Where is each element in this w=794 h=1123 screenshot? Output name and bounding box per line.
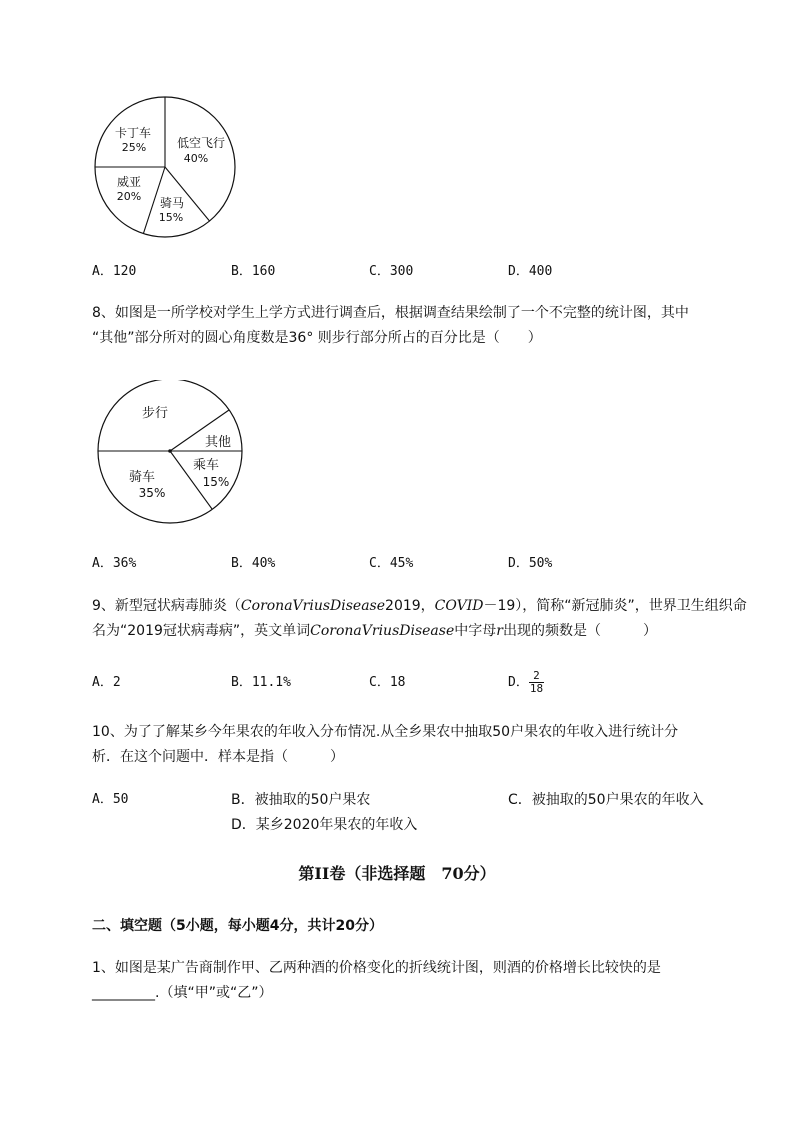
fill-blank-heading: 二、填空题（5小题，每小题4分，共计20分）: [92, 918, 383, 934]
q9-text-line2: [92, 621, 657, 641]
q10-option-a: A．50: [92, 792, 129, 807]
q9-l2-word-disease: CoronaVriusDisease: [310, 623, 455, 639]
q10-text-line1: 10、为了了解某乡今年果农的年收入分布情况.从全乡果农中抽取50户果农的年收入进行统计分: [92, 724, 679, 740]
q9-l1-part-c: －19），简称“新冠肺炎”，世界卫生组织命: [483, 598, 747, 614]
pie-chart-commute: [96, 380, 246, 526]
q9-option-d: [508, 666, 544, 700]
q9-fraction-numerator: 2: [529, 670, 544, 683]
q9-option-d-label: D．: [508, 675, 529, 690]
pie2-pct-bus: 15%: [202, 475, 230, 489]
q7-option-d: D．400: [508, 264, 553, 279]
pie2-label-bike: 骑车: [128, 470, 156, 485]
pie2-label-bus: 乘车: [192, 458, 220, 473]
q9-option-a: A．2: [92, 675, 121, 690]
q7-option-b: B．160: [231, 264, 276, 279]
pie1-label-kart: 卡丁车: [114, 126, 152, 140]
q10-option-c: C．被抽取的50户果农的年收入: [508, 792, 704, 808]
q9-l1-part-a: 9、新型冠状病毒肺炎（: [92, 598, 241, 614]
q9-fraction-denominator: 18: [529, 682, 544, 695]
pie1-label-horse: 骑马: [159, 196, 185, 210]
pie1-pct-low-flight: 40%: [183, 152, 209, 165]
pie2-center-dot: [168, 449, 172, 453]
fill-q1-line2: _________.（填“甲”或“乙”）: [92, 985, 273, 1001]
q8-text-line2: “其他”部分所对的圆心角度数是36° 则步行部分所占的百分比是（ ）: [92, 330, 542, 346]
fill-q1-line1: 1、如图是某广告商制作甲、乙两种酒的价格变化的折线统计图，则酒的价格增长比较快的是: [92, 960, 661, 976]
q10-option-d: D．某乡2020年果农的年收入: [231, 817, 418, 833]
q8-option-c: C．45%: [369, 556, 414, 571]
pie1-pct-horse: 15%: [158, 211, 184, 224]
q9-text-line1: [92, 596, 747, 616]
pie1-label-weiya: 威亚: [116, 175, 142, 189]
q9-option-b: B．11.1%: [231, 675, 291, 690]
q8-option-a: A．36%: [92, 556, 137, 571]
section-title: 第II卷（非选择题 70分）: [298, 864, 496, 883]
pie2-pct-bike: 35%: [138, 486, 166, 500]
pie1-label-low-flight: 低空飞行: [176, 136, 226, 150]
q9-l2-letter-r: r: [496, 623, 503, 639]
q10-text-line2: 析．在这个问题中．样本是指（ ）: [92, 749, 344, 765]
pie1-pct-kart: 25%: [121, 141, 147, 154]
q9-l2-part-c: 出现的频数是（ ）: [502, 623, 657, 639]
q7-option-a: A．120: [92, 264, 137, 279]
pie1-pct-weiya: 20%: [116, 190, 142, 203]
q9-l1-word-covid: COVID: [434, 598, 484, 614]
q9-option-d-fraction: [529, 670, 544, 695]
q8-text-line1: 8、如图是一所学校对学生上学方式进行调查后，根据调查结果绘制了一个不完整的统计图，其中: [92, 305, 689, 321]
q9-l2-part-a: 名为“2019冠状病毒病”，英文单词: [92, 623, 311, 639]
pie2-label-walk: 步行: [141, 406, 169, 421]
pie2-label-other: 其他: [204, 435, 232, 450]
q8-option-b: B．40%: [231, 556, 276, 571]
q7-option-c: C．300: [369, 264, 414, 279]
q9-l1-part-b: 2019，: [385, 598, 435, 614]
q9-l2-part-b: 中字母: [454, 623, 497, 639]
q9-l1-word-disease: CoronaVriusDisease: [240, 598, 386, 614]
pie-chart-activities: [90, 92, 240, 242]
q9-option-c: C．18: [369, 675, 406, 690]
q8-option-d: D．50%: [508, 556, 553, 571]
q10-option-b: B．被抽取的50户果农: [231, 792, 371, 808]
